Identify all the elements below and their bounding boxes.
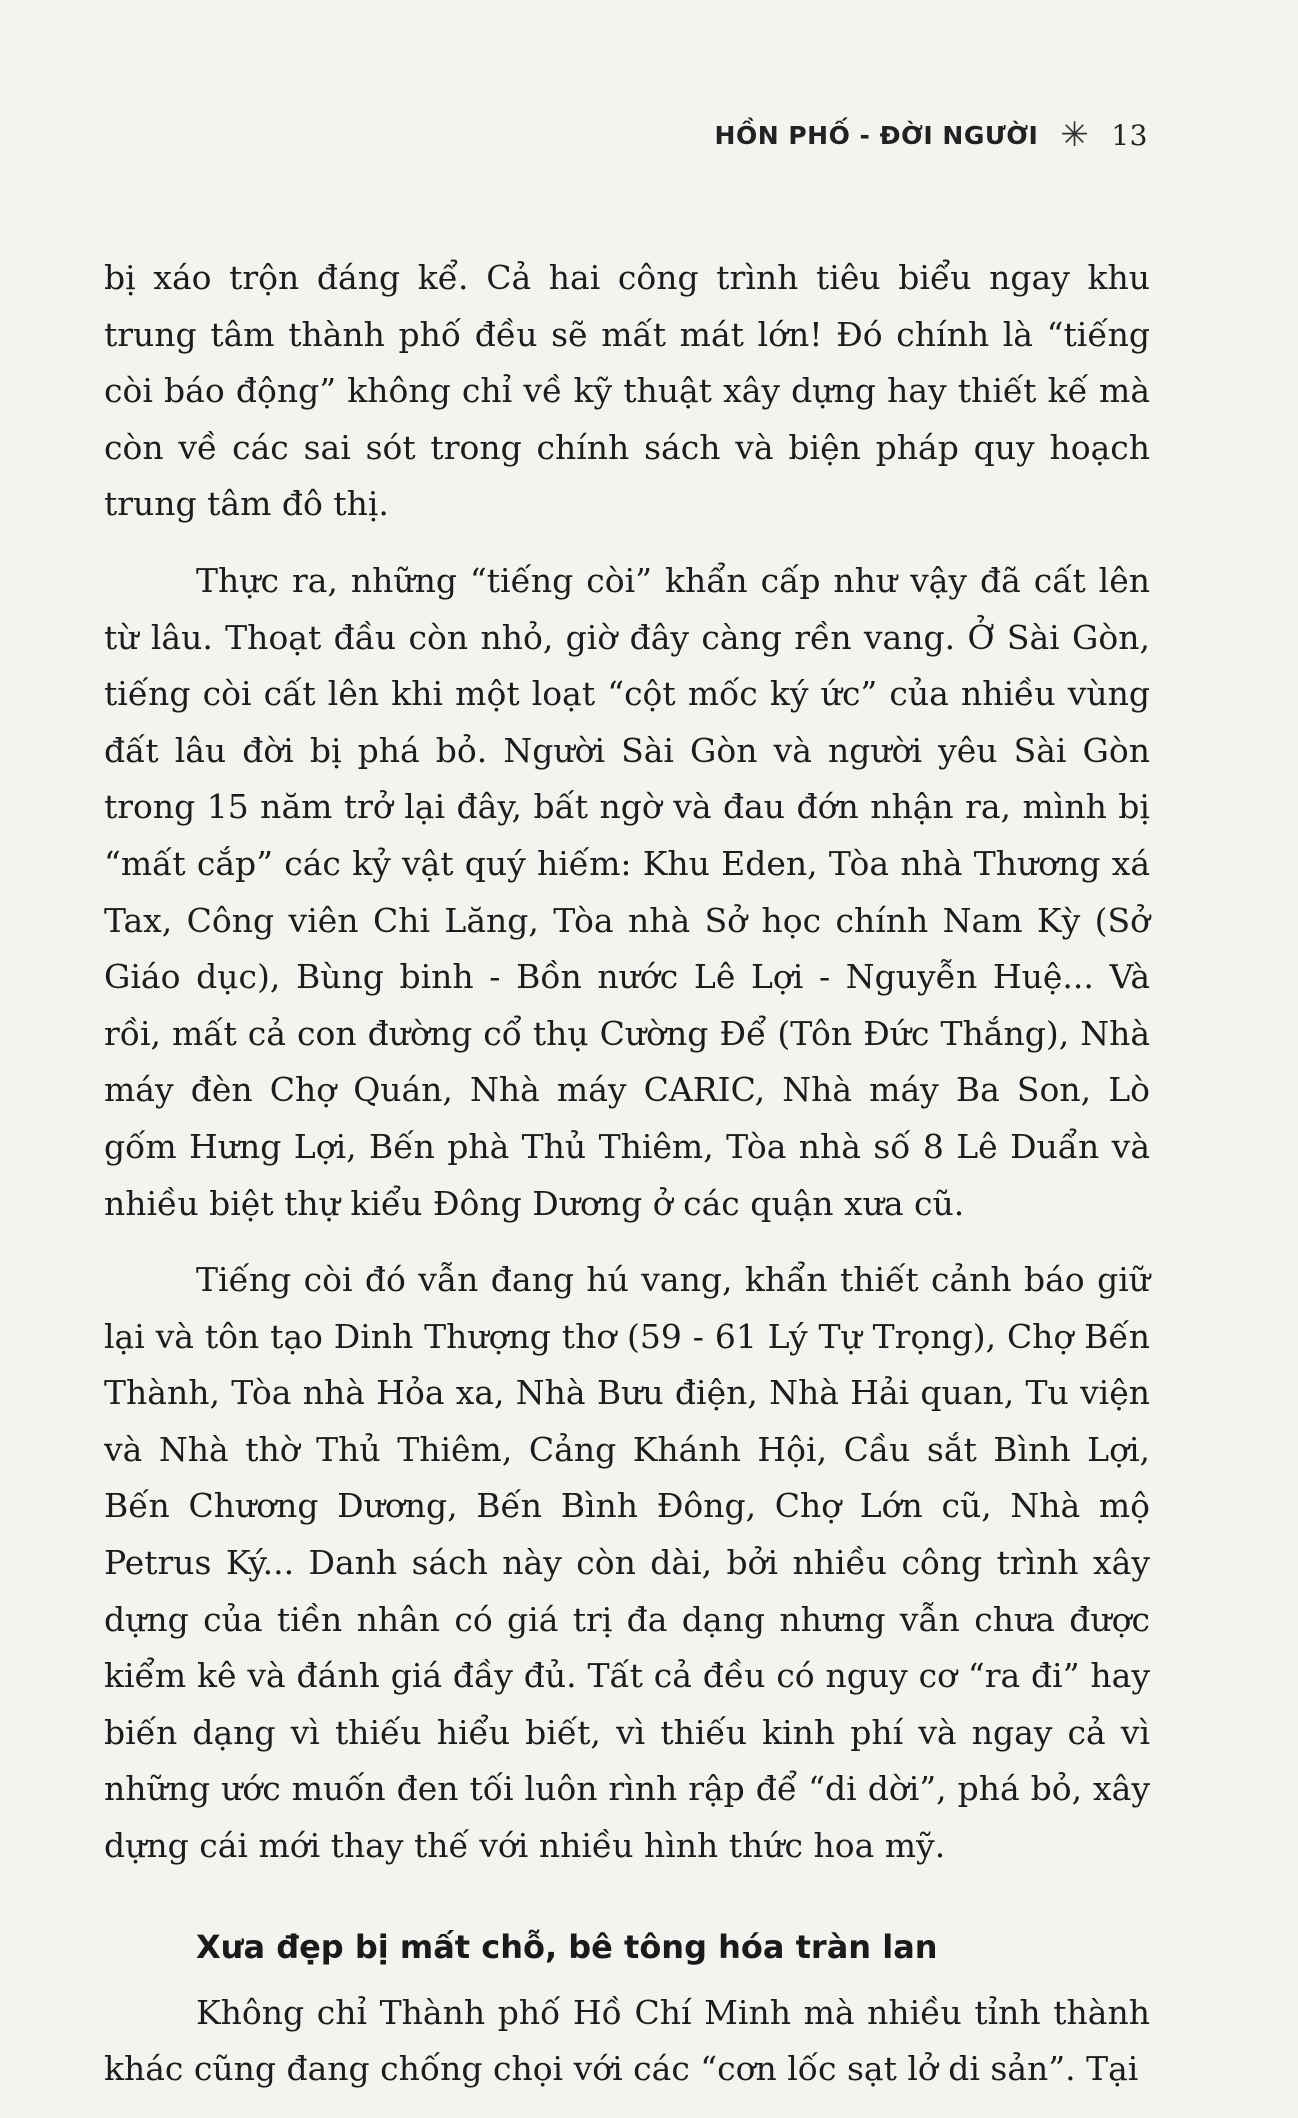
paragraph: Tiếng còi đó vẫn đang hú vang, khẩn thiết cảnh báo giữ lại và tôn tạo Dinh Thượng thơ (59 - 61 Lý Tự Trọng), Chợ Bến Thành, Tòa nhà Hỏa xa, Nhà Bưu điện, Nhà Hải quan, Tu viện và Nhà thờ Thủ Thiêm, Cảng Khánh Hội, Cầu sắt Bình Lợi, Bến Chương Dương, Bến Bình Đông, Chợ Lớn cũ, Nhà mộ Petrus Ký... Danh sách này còn dài, bởi nhiều công trình xây dựng của tiền nhân có giá trị đa dạng nhưng vẫn chưa được kiểm kê và đánh giá đầy đủ. Tất cả đều có nguy cơ “ra đi” hay biến dạng vì thiếu hiểu biết, vì thiếu kinh phí và ngay cả vì những ước muốn đen tối luôn rình rập để “di dời”, phá bỏ, xây dựng cái mới thay thế với nhiều hình thức hoa mỹ.: [104, 1260, 1150, 1866]
running-header: [714, 115, 1148, 155]
paragraph: Thực ra, những “tiếng còi” khẩn cấp như vậy đã cất lên từ lâu. Thoạt đầu còn nhỏ, giờ đây càng rền vang. Ở Sài Gòn, tiếng còi cất lên khi một loạt “cột mốc ký ức” của nhiều vùng đất lâu đời bị phá bỏ. Người Sài Gòn và người yêu Sài Gòn trong 15 năm trở lại đây, bất ngờ và đau đớn nhận ra, mình bị “mất cắp” các kỷ vật quý hiếm: Khu Eden, Tòa nhà Thương xá Tax, Công viên Chi Lăng, Tòa nhà Sở học chính Nam Kỳ (Sở Giáo dục), Bùng binh - Bồn nước Lê Lợi - Nguyễn Huệ... Và rồi, mất cả con đường cổ thụ Cường Để (Tôn Đức Thắng), Nhà máy đèn Chợ Quán, Nhà máy CARIC, Nhà máy Ba Son, Lò gốm Hưng Lợi, Bến phà Thủ Thiêm, Tòa nhà số 8 Lê Duẩn và nhiều biệt thự kiểu Đông Dương ở các quận xưa cũ.: [104, 560, 1150, 1223]
paragraph-continued: bị xáo trộn đáng kể. Cả hai công trình tiêu biểu ngay khu trung tâm thành phố đều sẽ mất mát lớn! Đó chính là “tiếng còi báo động” không chỉ về kỹ thuật xây dựng hay thiết kế mà còn về các sai sót trong chính sách và biện pháp quy hoạch trung tâm đô thị.: [104, 258, 1150, 524]
body-text: [104, 250, 1150, 2118]
asterisk-ornament-icon: ✳: [1060, 115, 1090, 155]
paragraph: Không chỉ Thành phố Hồ Chí Minh mà nhiều tỉnh thành khác cũng đang chống chọi với các “cơn lốc sạt lở di sản”. Tại: [104, 1992, 1150, 2089]
section-heading: Xưa đẹp bị mất chỗ, bê tông hóa tràn lan: [196, 1927, 938, 1966]
page-number: 13: [1111, 118, 1148, 152]
running-header-title: HỒN PHỐ - ĐỜI NGƯỜI: [714, 120, 1039, 150]
